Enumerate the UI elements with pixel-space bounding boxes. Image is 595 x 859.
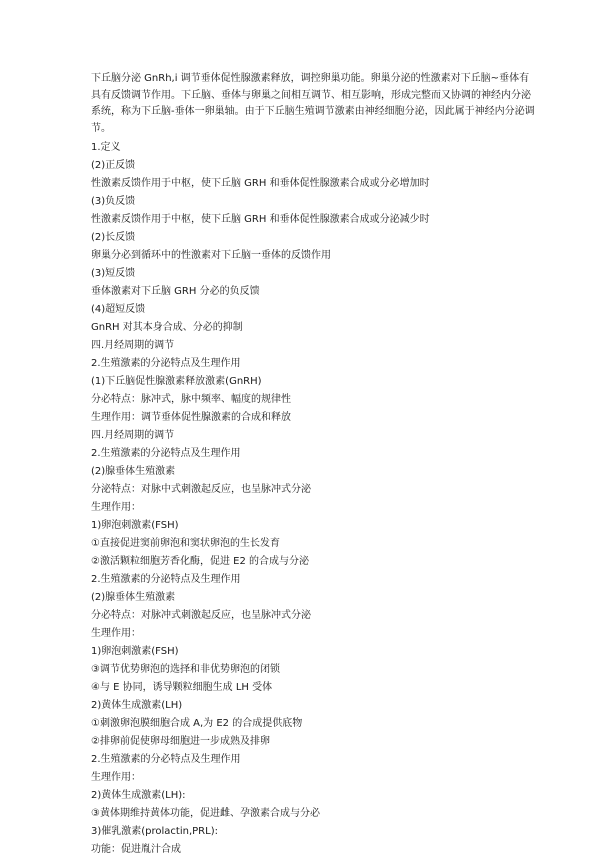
text-line: (1)下丘脑促性腺激素释放激素(GnRH) (91, 375, 262, 387)
text-line: 生理作用： (91, 501, 141, 513)
text-line: ①直接促进窦前卵泡和窦状卵泡的生长发育 (91, 537, 280, 549)
text-line: 分必特点：脉冲式，脉中频率、幅度的规律性 (91, 393, 291, 405)
text-line: 3)催乳激素(prolactin,PRL): (91, 825, 218, 837)
text-line: 四.月经周期的调节 (91, 339, 175, 351)
text-line: (4)超短反馈 (91, 303, 146, 315)
text-line: (2)腺垂体生殖激素 (91, 591, 176, 603)
text-line: 2.生殖激素的分泌特点及生理作用 (91, 447, 241, 459)
text-line: ①刺激卵泡膜细胞合成 A,为 E2 的合成提供底物 (91, 717, 303, 729)
document-body (91, 139, 535, 859)
text-line: 四.月经周期的调节 (91, 429, 175, 441)
text-line: ④与 E 协同，诱导颗粒细胞生成 LH 受体 (91, 681, 273, 693)
text-line: 功能：促进胤汁合成 (91, 843, 181, 855)
text-line: 2.生殖激素的分泌特点及生理作用 (91, 357, 241, 369)
text-line: ②激活颗粒细胞芳香化酶，促进 E2 的合成与分泌 (91, 555, 310, 567)
text-line: 2)黄体生成激素(LH) (91, 699, 183, 711)
text-line: 卵巢分必到循环中的性激素对下丘脑一垂体的反馈作用 (91, 249, 331, 261)
text-line: 1)卵泡刺激素(FSH) (91, 645, 179, 657)
text-line: (2)长反馈 (91, 231, 136, 243)
text-line: 生理作用：调节垂体促性腺激素的合成和释放 (91, 411, 291, 423)
text-line: (2)腺垂体生殖激素 (91, 465, 176, 477)
text-line: GnRH 对其本身合成、分必的抑制 (91, 321, 243, 333)
text-line: 性激素反馈作用于中枢，使下丘脑 GRH 和垂体促性腺激素合成或分必增加时 (91, 177, 430, 189)
text-line: ③黄体期维持黄体功能，促进雌、孕激素合成与分必 (91, 807, 320, 819)
text-line: 1)卵泡刺激素(FSH) (91, 519, 179, 531)
text-line: 性激素反馈作用于中枢，使下丘脑 GRH 和垂体促性腺激素合成或分泌减少时 (91, 213, 430, 225)
text-line: 垂体激素对下丘脑 GRH 分必的负反馈 (91, 285, 260, 297)
text-line: 生理作用： (91, 627, 141, 639)
intro-paragraph: 下丘脑分泌 GnRh,i 调节垂体促性腺激素释放，调控卵巢功能。卵巢分泌的性激素对下丘脑~垂体有具有反馈调节作用。下丘脑、垂体与卵巢之间相互调节、相互影响，形成完整而又协调的神经内分泌系统，称为下丘脑-垂体一卵巢轴。由于下丘脑生殖调节激素由神经细胞分泌，因此属于神经内分泌调节。 (91, 73, 535, 134)
text-line: 2.生殖激素的分必特点及生理作用 (91, 753, 241, 765)
text-line: 2.生殖激素的分泌特点及生理作用 (91, 573, 241, 585)
text-line: ②排卵前促使卵母细胞进一步成熟及排卵 (91, 735, 270, 747)
text-line: (2)正反馈 (91, 159, 136, 171)
text-line: ③调节优势卵泡的选择和非优势卵泡的闭锁 (91, 663, 280, 675)
text-line: (3)负反馈 (91, 195, 136, 207)
text-line: 分泌特点：对脉中式刺激起反应，也呈脉冲式分泌 (91, 483, 311, 495)
text-line: (3)短反馈 (91, 267, 136, 279)
text-line: 2)黄体生成激素(LH): (91, 789, 186, 801)
text-line: 生理作用： (91, 771, 141, 783)
text-line: 分必特点：对脉冲式刺激起反应，也呈脉冲式分泌 (91, 609, 311, 621)
text-line: 1.定义 (91, 141, 121, 153)
